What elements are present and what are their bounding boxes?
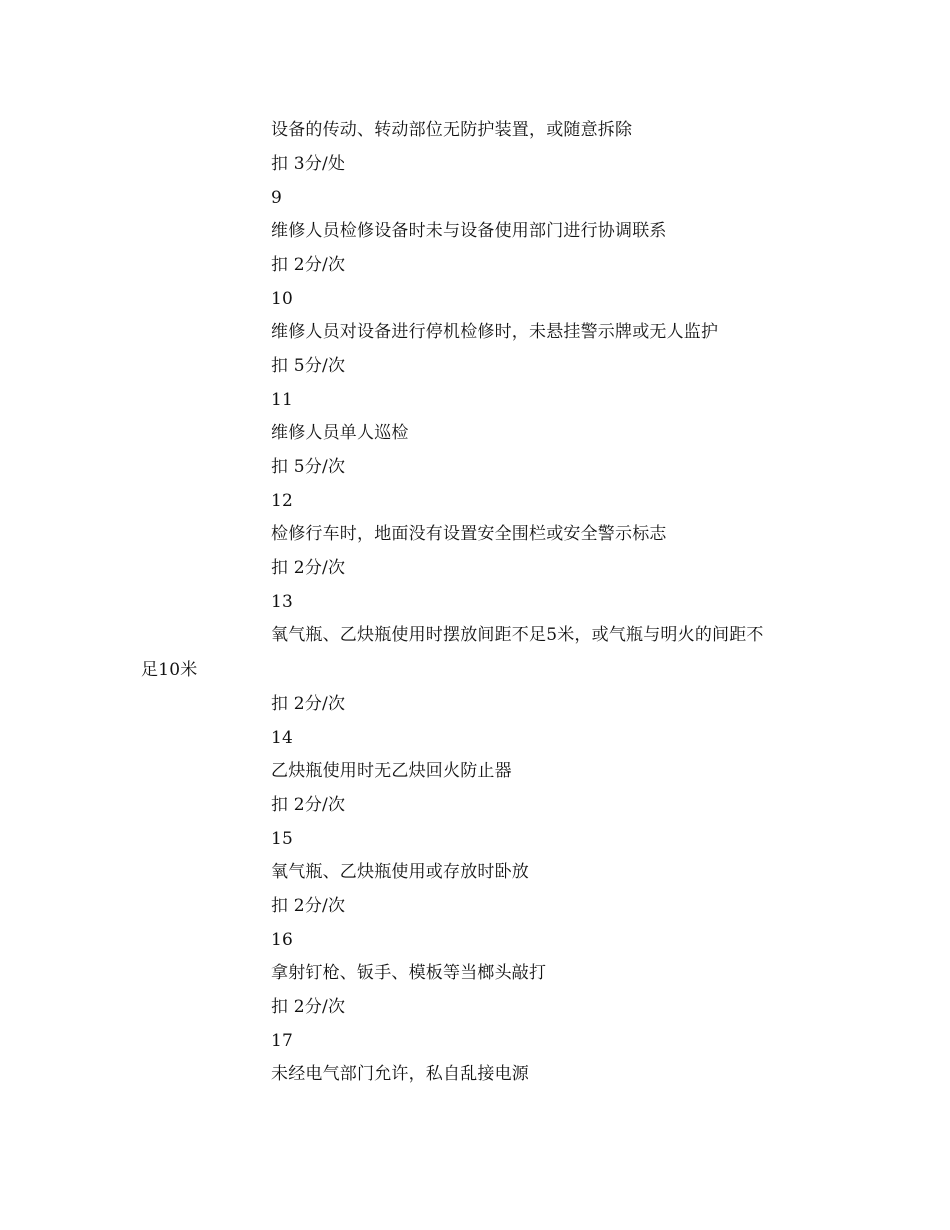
item-number: 17 — [271, 1031, 294, 1051]
penalty-text: 扣 5分/次 — [271, 457, 346, 477]
item-number: 11 — [271, 390, 294, 410]
rule-text: 拿射钉枪、钣手、模板等当榔头敲打 — [271, 963, 547, 983]
penalty-text: 扣 2分/次 — [271, 694, 346, 714]
penalty-text: 扣 3分/处 — [271, 154, 346, 174]
rule-text: 氧气瓶、乙炔瓶使用时摆放间距不足5米，或气瓶与明火的间距不 — [271, 625, 764, 645]
rule-text: 未经电气部门允许，私自乱接电源 — [271, 1064, 529, 1084]
item-number: 12 — [271, 491, 294, 511]
item-number: 14 — [271, 728, 294, 748]
rule-text: 维修人员单人巡检 — [271, 423, 409, 443]
penalty-text: 扣 2分/次 — [271, 795, 346, 815]
item-number: 15 — [271, 829, 294, 849]
rule-text: 设备的传动、转动部位无防护装置，或随意拆除 — [271, 120, 633, 140]
penalty-text: 扣 2分/次 — [271, 558, 346, 578]
penalty-text: 扣 5分/次 — [271, 356, 346, 376]
rule-text: 乙炔瓶使用时无乙炔回火防止器 — [271, 761, 512, 781]
rule-text: 维修人员检修设备时未与设备使用部门进行协调联系 — [271, 221, 667, 241]
penalty-text: 扣 2分/次 — [271, 997, 346, 1017]
item-number: 16 — [271, 930, 294, 950]
rule-text-continuation: 足10米 — [141, 660, 198, 680]
item-number: 10 — [271, 289, 294, 309]
rule-text: 检修行车时，地面没有设置安全围栏或安全警示标志 — [271, 524, 667, 544]
rule-text: 维修人员对设备进行停机检修时，未悬挂警示牌或无人监护 — [271, 322, 719, 342]
penalty-text: 扣 2分/次 — [271, 255, 346, 275]
item-number: 9 — [271, 188, 283, 208]
penalty-text: 扣 2分/次 — [271, 896, 346, 916]
item-number: 13 — [271, 592, 294, 612]
rule-text: 氧气瓶、乙炔瓶使用或存放时卧放 — [271, 862, 529, 882]
